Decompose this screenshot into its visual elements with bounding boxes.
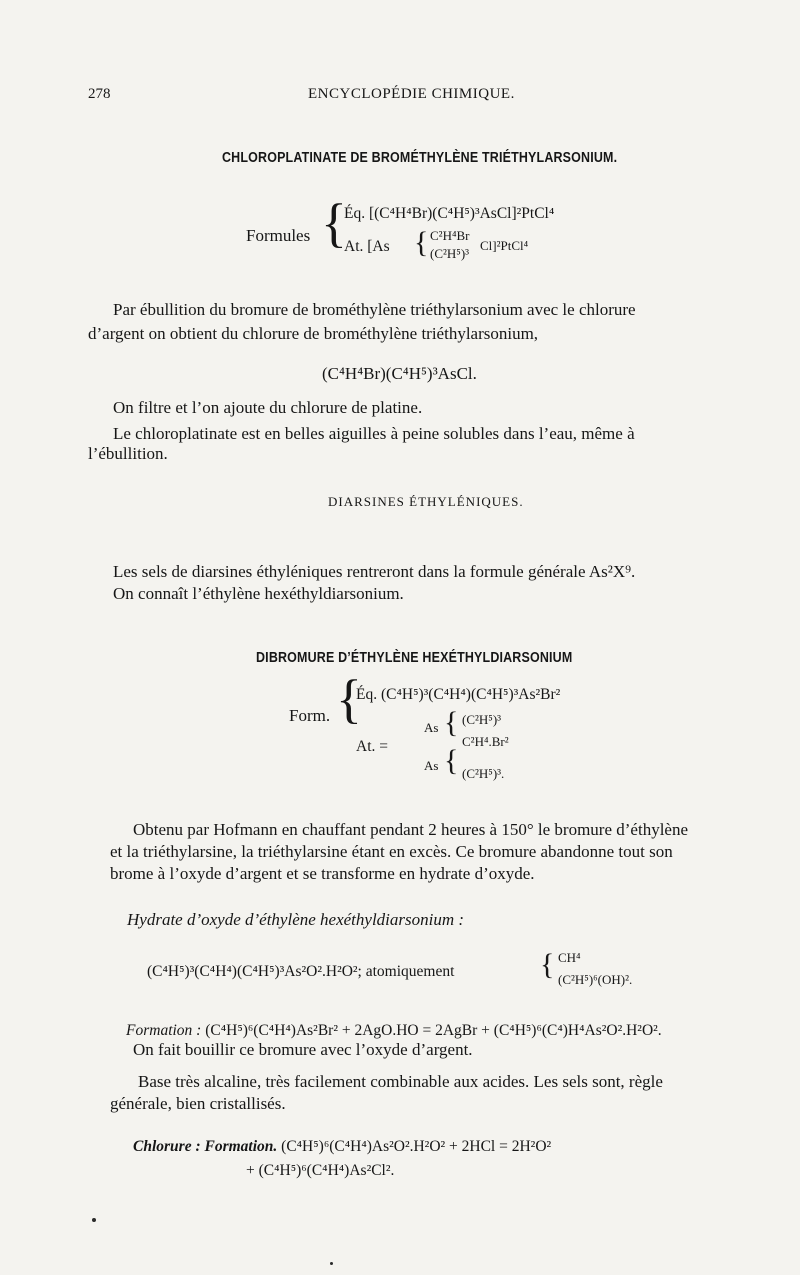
hydrate-title: Hydrate d’oxyde d’éthylène hexéthyldiarsonium :: [127, 910, 465, 929]
formula-at-bottom: (C²H⁵)³: [430, 246, 470, 261]
chlorure-formula: (C⁴H⁵)⁶(C⁴H⁴)As²O².H²O² + 2HCl = 2H²O²: [281, 1138, 552, 1155]
formula-at-suffix: Cl]²PtCl⁴: [480, 238, 529, 253]
running-title: ENCYCLOPÉDIE CHIMIQUE.: [308, 86, 515, 102]
chlorure-line-2: + (C⁴H⁵)⁶(C⁴H⁴)As²Cl².: [246, 1162, 395, 1179]
page-number: 278: [88, 86, 111, 102]
formula-at-top: C²H⁴Br: [430, 228, 470, 243]
form-eq-line: Éq. (C⁴H⁵)³(C⁴H⁴)(C⁴H⁵)³As²Br²: [356, 686, 561, 703]
formation-formula: (C⁴H⁵)⁶(C⁴H⁴)As²Br² + 2AgO.HO = 2AgBr + (C⁴H⁵)⁶(C⁴)H⁴As²O².H²O².: [205, 1022, 662, 1039]
page-header: [88, 86, 748, 110]
paragraph-line: Les sels de diarsines éthyléniques rentreront dans la formule générale As²X⁹.: [113, 562, 636, 581]
as-brace-2: {: [444, 744, 459, 777]
paragraph-line: l’ébullition.: [88, 444, 168, 463]
hydrate-formula: (C⁴H⁵)³(C⁴H⁴)(C⁴H⁵)³As²O².H²O²; atomiquement: [147, 963, 455, 980]
scan-speck: [92, 1218, 96, 1222]
paragraph-line: et la triéthylarsine, la triéthylarsine étant en excès. Ce bromure abandonne tout son: [110, 842, 673, 861]
formation-line: [126, 1022, 662, 1040]
paragraph-line: On fait bouillir ce bromure avec l’oxyde d’argent.: [133, 1040, 473, 1059]
as1-top: (C²H⁵)³: [462, 712, 502, 727]
chlorure-line: [133, 1138, 551, 1156]
paragraph-line: Le chloroplatinate est en belles aiguilles à peine solubles dans l’eau, même à: [113, 424, 635, 443]
centered-formula: (C⁴H⁴Br)(C⁴H⁵)³AsCl.: [322, 364, 477, 383]
section-title-diarsines: DIARSINES ÉTHYLÉNIQUES.: [328, 494, 524, 509]
as-label-1: As: [424, 720, 439, 735]
form-label: Form.: [289, 706, 331, 725]
formula-label: Formules: [246, 226, 311, 245]
formation-label: Formation :: [126, 1022, 202, 1039]
paragraph-line: On connaît l’éthylène hexéthyldiarsonium.: [113, 584, 404, 603]
as-brace-1: {: [444, 706, 459, 739]
paragraph-line: générale, bien cristallisés.: [110, 1094, 286, 1113]
form-at-prefix: At. =: [356, 738, 388, 755]
section-title-chloroplatinate: CHLOROPLATINATE DE BROMÉTHYLÈNE TRIÉTHYLARSONIUM.: [222, 150, 618, 166]
form-brace: {: [336, 669, 362, 729]
hydrate-brace: {: [540, 948, 555, 981]
paragraph-line: Base très alcaline, très facilement combinable aux acides. Les sels sont, règle: [138, 1072, 663, 1091]
paragraph-line: brome à l’oxyde d’argent et se transforme en hydrate d’oxyde.: [110, 864, 535, 883]
chlorure-label: Chlorure : Formation.: [133, 1138, 278, 1155]
paragraph-line: On filtre et l’on ajoute du chlorure de platine.: [113, 398, 423, 417]
formula-eq-line: Éq. [(C⁴H⁴Br)(C⁴H⁵)³AsCl]²PtCl⁴: [344, 205, 555, 222]
hydrate-top: CH⁴: [558, 950, 581, 965]
formula-at-prefix: At. [As: [344, 238, 390, 255]
formula-inner-brace: {: [414, 226, 429, 259]
as2-bottom: (C²H⁵)³.: [462, 766, 505, 781]
as-label-2: As: [424, 758, 439, 773]
paragraph-line: d’argent on obtient du chlorure de brométhylène triéthylarsonium,: [88, 324, 539, 343]
paragraph-line: Obtenu par Hofmann en chauffant pendant 2 heures à 150° le bromure d’éthylène: [133, 820, 689, 839]
scan-speck: [330, 1262, 333, 1265]
as1-bottom: C²H⁴.Br²: [462, 734, 509, 749]
paragraph-line: Par ébullition du bromure de brométhylène triéthylarsonium avec le chlorure: [113, 300, 636, 319]
hydrate-bottom: (C²H⁵)⁶(OH)².: [558, 972, 633, 987]
formula-brace: {: [321, 193, 347, 253]
section-title-dibromure: DIBROMURE D’ÉTHYLÈNE HEXÉTHYLDIARSONIUM: [256, 650, 573, 666]
